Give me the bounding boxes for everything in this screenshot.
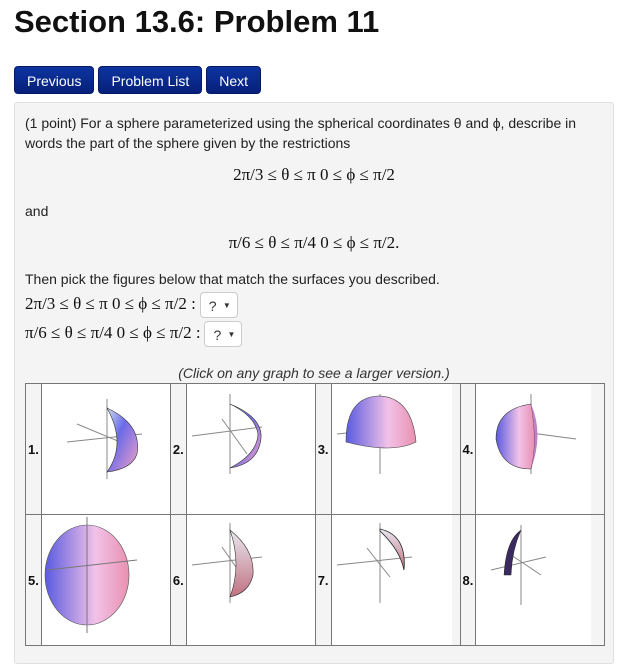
answer-1-select[interactable] xyxy=(200,292,238,318)
dropdown-arrow-icon: ▼ xyxy=(222,301,231,311)
graph-4-image[interactable] xyxy=(476,384,591,514)
graph-7-image[interactable] xyxy=(332,515,452,645)
answer-2-select[interactable] xyxy=(204,321,242,347)
problem-panel xyxy=(14,102,614,664)
answer-1-value: ? xyxy=(208,298,217,315)
answer-2-value: ? xyxy=(213,327,222,344)
graph-label: 7. xyxy=(315,515,331,646)
graph-3-image[interactable] xyxy=(332,384,452,514)
graph-5-image[interactable] xyxy=(42,515,170,645)
graph-8-image[interactable] xyxy=(476,515,591,645)
dropdown-arrow-icon: ▼ xyxy=(227,330,236,340)
equation-2: π/6 ≤ θ ≤ π/4 0 ≤ ϕ ≤ π/2. xyxy=(228,233,400,252)
next-button[interactable]: Next xyxy=(206,66,261,94)
graph-label: 6. xyxy=(170,515,186,646)
graph-label: 1. xyxy=(26,384,42,515)
graph-label: 8. xyxy=(460,515,476,646)
and-text: and xyxy=(25,203,49,219)
graph-2-image[interactable] xyxy=(187,384,315,514)
page-title: Section 13.6: Problem 11 xyxy=(14,4,380,39)
graph-6-image[interactable] xyxy=(187,515,315,645)
answer-2-label: π/6 ≤ θ ≤ π/4 0 ≤ ϕ ≤ π/2 : xyxy=(25,323,201,342)
problem-list-button[interactable]: Problem List xyxy=(98,66,202,94)
graph-table xyxy=(25,383,605,646)
graph-1-image[interactable] xyxy=(42,384,170,514)
nav-buttons xyxy=(14,66,261,94)
problem-intro: (1 point) For a sphere parameterized using the spherical coordinates θ and ϕ, describe in words the part of the sphere given by the restrictions xyxy=(25,115,577,151)
graph-label: 3. xyxy=(315,384,331,515)
graph-label: 4. xyxy=(460,384,476,515)
click-hint: (Click on any graph to see a larger version.) xyxy=(178,365,450,381)
equation-1: 2π/3 ≤ θ ≤ π 0 ≤ ϕ ≤ π/2 xyxy=(233,165,395,184)
instruction-text: Then pick the figures below that match the surfaces you described. xyxy=(25,271,440,287)
answer-1-label: 2π/3 ≤ θ ≤ π 0 ≤ ϕ ≤ π/2 : xyxy=(25,294,196,313)
graph-label: 5. xyxy=(26,515,42,646)
previous-button[interactable]: Previous xyxy=(14,66,94,94)
graph-label: 2. xyxy=(170,384,186,515)
